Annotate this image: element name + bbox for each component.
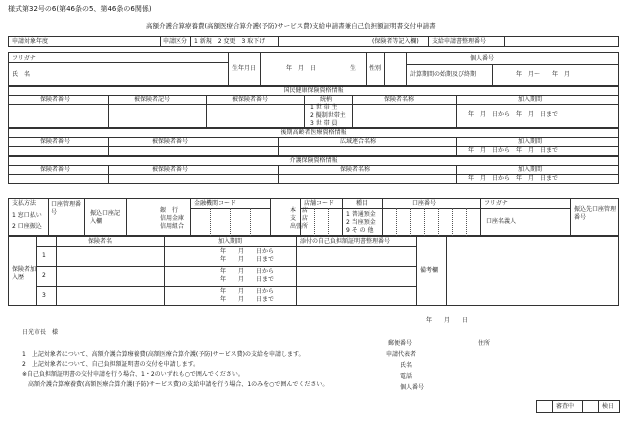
footer-date[interactable]: 年 月 日	[426, 317, 469, 324]
postal-code-label: 郵便番号	[388, 340, 413, 347]
bank-type-1[interactable]: 銀 行	[160, 207, 179, 214]
care-enrollment-period: 加入期間	[518, 166, 543, 173]
nhi-relation-option-3[interactable]: 3 世 帯 員	[310, 120, 338, 127]
furigana-label: フリガナ	[12, 55, 36, 62]
nhi-insured-number: 被保険者番号	[232, 96, 269, 103]
history-side-label: 保険者加入歴	[12, 266, 37, 281]
birth-value[interactable]: 年 月 日	[286, 65, 317, 72]
stamp-date: 検日	[602, 403, 615, 410]
history-row-3-to[interactable]: 年 月 日まで	[220, 296, 275, 303]
application-number-label: 支給申請書整理番号	[432, 38, 487, 45]
history-insurer-name: 保険者名	[88, 238, 113, 245]
phone-label: 電話	[400, 373, 413, 380]
history-remarks: 備考欄	[420, 267, 439, 274]
account-type-3[interactable]: 9 そ の 他	[346, 227, 374, 234]
footer-personal-number-label: 個人番号	[400, 384, 425, 391]
bank-type-2[interactable]: 信用金庫	[160, 215, 185, 222]
care-insurer-number: 保険者番号	[40, 166, 71, 173]
nhi-insured-symbol: 被保険者記号	[134, 96, 171, 103]
nhi-relation: 続柄	[320, 96, 333, 103]
branch-type-3[interactable]: 出張所	[290, 223, 309, 230]
elderly-enrollment-period: 加入期間	[518, 138, 543, 145]
applicant-rep-label: 申請代表者	[386, 351, 417, 358]
history-row-3-from[interactable]: 年 月 日から	[220, 288, 275, 295]
form-title: 高額介護合算療養費(高額医療合算介護(予防)サービス費)支給申請書兼自己負担額証明書交付申請書	[146, 22, 436, 30]
care-section-title: 介護保険資格情報	[289, 157, 338, 164]
category-label: 申請区分	[163, 38, 188, 45]
nhi-relation-option-2[interactable]: 2 擬制世帯主	[310, 112, 346, 119]
account-type-2[interactable]: 2 当座預金	[346, 219, 376, 226]
history-certificate-number: 添付の自己負担額証明書整理番号	[300, 238, 391, 245]
history-row-1: 1	[42, 252, 46, 259]
nhi-relation-option-1[interactable]: 1 世 帯 主	[310, 104, 338, 111]
elderly-union-name: 広域連合名称	[340, 138, 377, 145]
bank-code-label: 金融機関コード	[194, 200, 237, 207]
addressee: 日光市長 様	[22, 329, 59, 336]
account-type-label: 種目	[356, 200, 369, 207]
account-number-label: 口座番号	[412, 200, 437, 207]
form-number: 様式第32号の6(第46条の5、第46条の6関係)	[8, 5, 152, 13]
branch-code-label: 店舗コード	[304, 200, 335, 207]
history-row-1-to[interactable]: 年 月 日まで	[220, 256, 275, 263]
history-row-2-from[interactable]: 年 月 日から	[220, 268, 275, 275]
birth-suffix: 生	[350, 65, 357, 72]
history-row-1-from[interactable]: 年 月 日から	[220, 248, 275, 255]
elderly-insured-number: 被保険者番号	[152, 138, 189, 145]
account-mgmt-number-label: 口座管理番号	[51, 201, 82, 216]
branch-type-1[interactable]: 本 店	[290, 207, 309, 214]
footer-name-label: 氏名	[400, 362, 413, 369]
payment-method-option-1[interactable]: 1 窓口払い	[12, 212, 42, 219]
history-row-2-to[interactable]: 年 月 日まで	[220, 276, 275, 283]
bank-type-3[interactable]: 信用組合	[160, 223, 185, 230]
nhi-section-title: 国民健康保険資格情報	[283, 87, 344, 94]
period-value[interactable]: 年 月〜 年 月	[516, 71, 571, 78]
personal-number-label: 個人番号	[470, 55, 495, 62]
holder-furigana-label: フリガナ	[484, 200, 508, 207]
statement-2: 2 上記対象者について、自己負担額証明書の交付を申請します。	[22, 361, 200, 368]
header-row	[8, 36, 619, 47]
care-insurer-name: 保険者名称	[340, 166, 371, 173]
payment-method-option-2[interactable]: 2 口座振込	[12, 223, 42, 230]
target-year-label: 申請対象年度	[12, 38, 49, 45]
nhi-insurer-name: 保険者名称	[384, 96, 415, 103]
account-type-1[interactable]: 1 普通預金	[346, 211, 376, 218]
elderly-period-value[interactable]: 年 月 日から 年 月 日まで	[468, 147, 559, 154]
statement-note-2: 高額介護合算療養費(高額医療合算介護(予防)サービス費)の支給申請を行う場合、1のみを○で囲んでください。	[22, 381, 329, 388]
transfer-entry-label: 振込口座記入欄	[90, 210, 121, 225]
statement-1: 1 上記対象者について、高額介護合算療養費(高額医療合算介護(予防)サービス費)の支給を申請します。	[22, 351, 305, 358]
insurer-entry-label: (保険者等記入欄)	[372, 38, 419, 45]
care-insured-number: 被保険者番号	[152, 166, 189, 173]
elderly-insurer-number: 保険者番号	[40, 138, 71, 145]
address-label: 住所	[478, 340, 491, 347]
sex-label: 性別	[369, 65, 382, 72]
stamp-checking: 審査中	[556, 403, 575, 410]
statement-note-1: ※自己負担額証明書の交付申請を行う場合、1・2のいずれも○で囲んでください。	[22, 371, 244, 378]
dest-mgmt-number-label: 振込先口座管理番号	[574, 206, 617, 221]
period-label: 計算期間の始期及び終期	[410, 71, 477, 78]
elderly-section-title: 後期高齢者医療資格情報	[280, 129, 347, 136]
nhi-period-value[interactable]: 年 月 日から 年 月 日まで	[468, 111, 559, 118]
nhi-enrollment-period: 加入期間	[518, 96, 543, 103]
branch-type-2[interactable]: 支 店	[290, 215, 309, 222]
birth-label: 生年月日	[232, 65, 257, 72]
nhi-insurer-number: 保険者番号	[40, 96, 71, 103]
holder-label: 口座名義人	[486, 218, 517, 225]
payment-method-label: 支払方法	[12, 200, 37, 207]
history-row-2: 2	[42, 272, 46, 279]
care-period-value[interactable]: 年 月 日から 年 月 日まで	[468, 175, 559, 182]
name-label: 氏 名	[12, 71, 31, 78]
category-options[interactable]: 1 新規 2 変更 3 取下げ	[194, 38, 266, 45]
history-enrollment-period: 加入期間	[218, 238, 243, 245]
history-row-3: 3	[42, 292, 46, 299]
